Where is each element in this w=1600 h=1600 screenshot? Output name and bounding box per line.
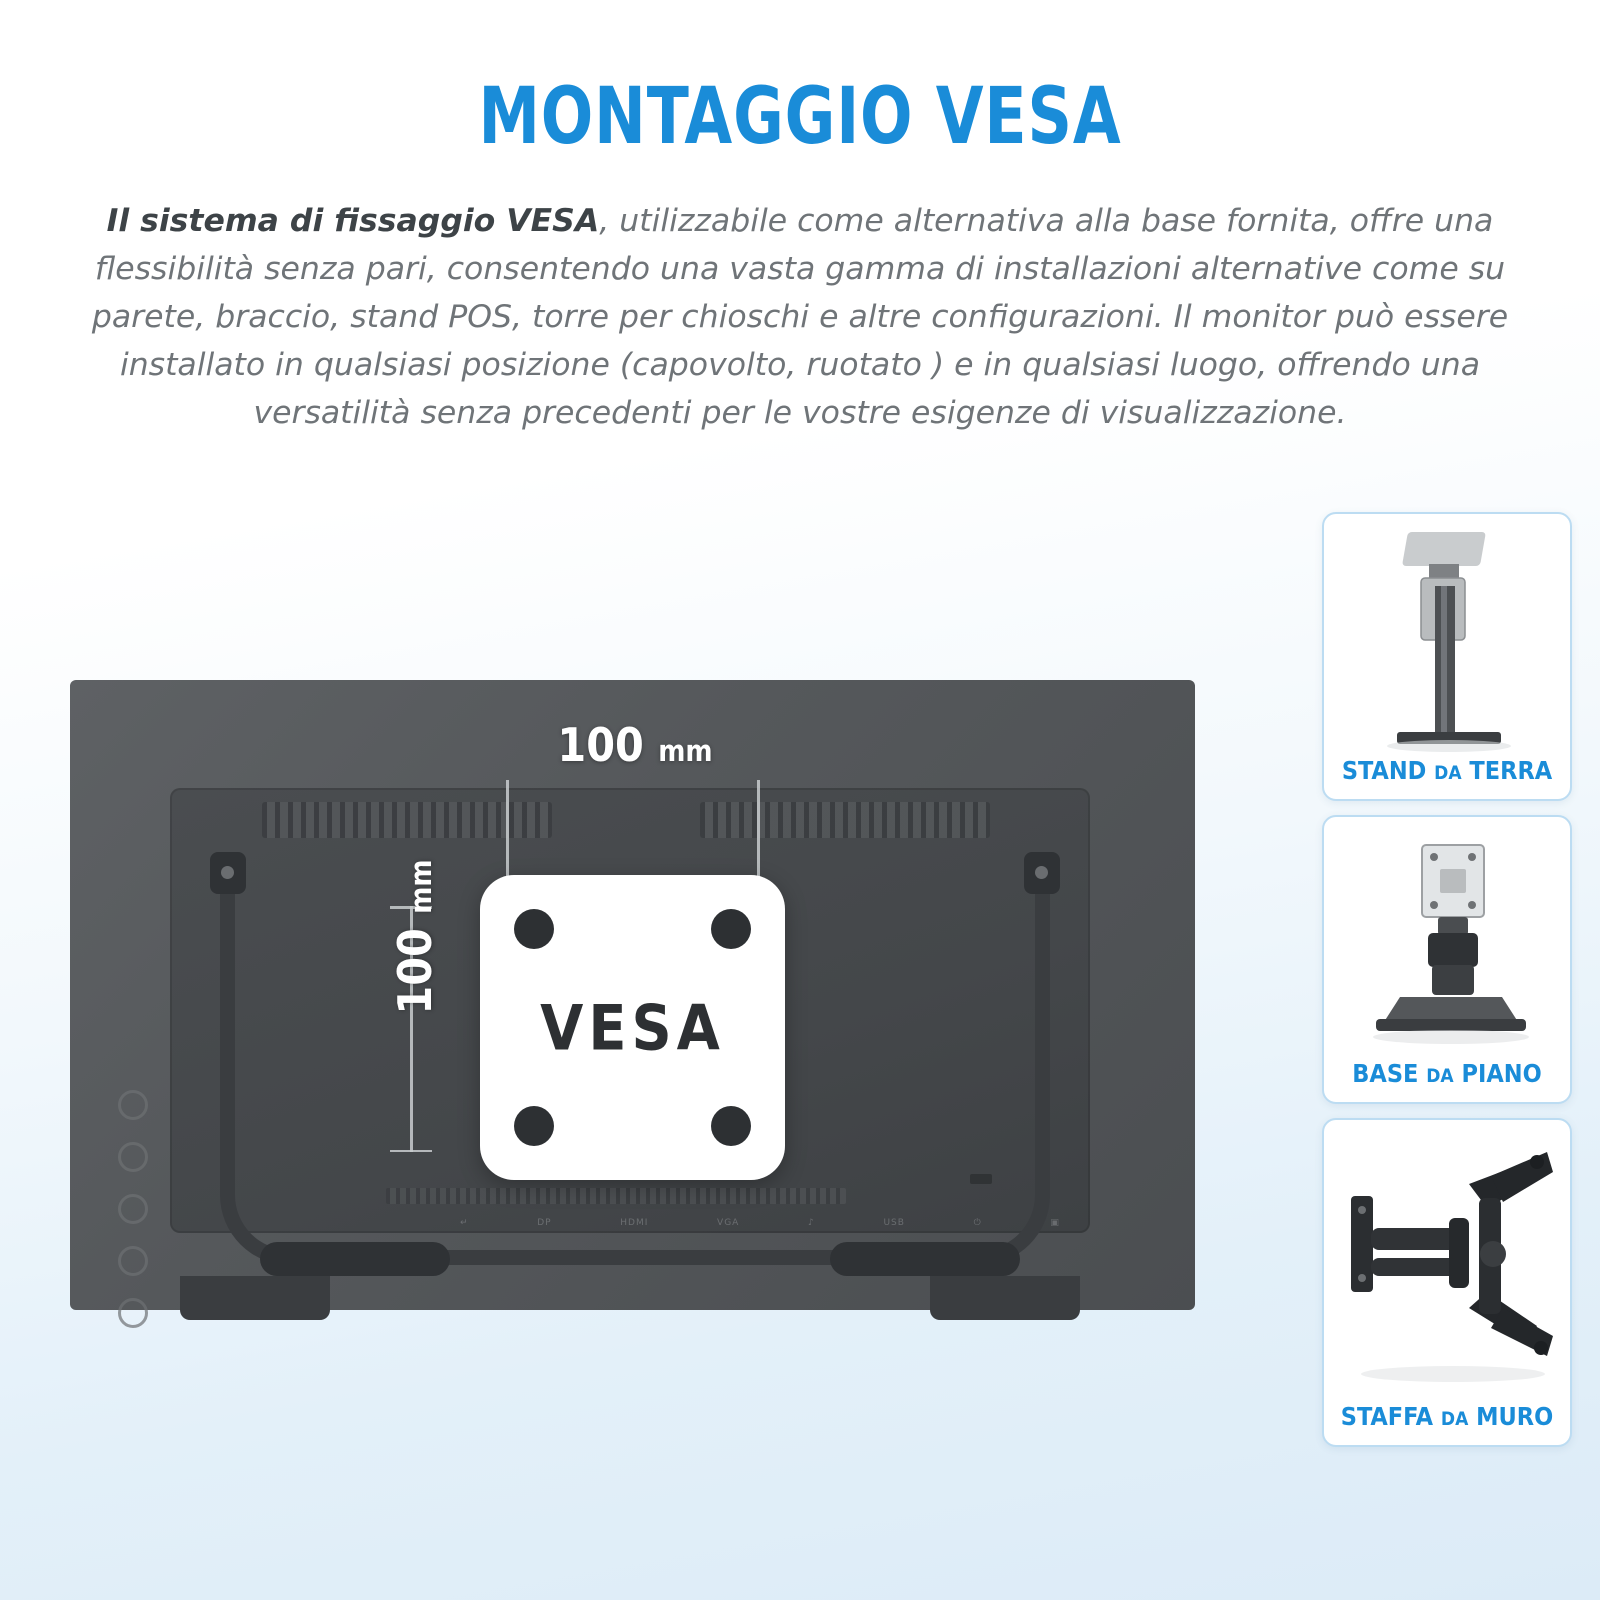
bracket-grip-left	[260, 1242, 450, 1276]
monitor-button-2[interactable]	[118, 1142, 148, 1172]
width-dimension-label	[460, 718, 810, 772]
height-unit: mm	[404, 859, 438, 914]
monitor-foot-right	[930, 1276, 1080, 1320]
card-label-wall-mount	[1341, 1402, 1553, 1437]
port-label-2: HDMI	[620, 1218, 649, 1228]
monitor-button-3[interactable]	[118, 1194, 148, 1224]
floor-stand-label-mid: DA	[1434, 762, 1462, 784]
width-tick-left	[506, 780, 509, 880]
height-value: 100	[388, 928, 442, 1015]
card-desk-base[interactable]	[1322, 815, 1572, 1104]
floor-stand-icon	[1332, 524, 1562, 756]
width-dimension-ticks	[506, 780, 760, 880]
vesa-plate-label: VESA	[540, 991, 725, 1064]
wall-mount-label-main: STAFFA	[1340, 1402, 1434, 1431]
intro-paragraph	[85, 198, 1515, 437]
vesa-hole-top-right	[711, 909, 751, 949]
wall-mount-icon	[1332, 1130, 1562, 1402]
vesa-diagram	[70, 680, 1195, 1360]
monitor-button-4[interactable]	[118, 1246, 148, 1276]
vesa-plate	[480, 875, 785, 1180]
width-value: 100	[557, 718, 644, 772]
monitor-button-5[interactable]	[118, 1298, 148, 1328]
desk-base-label-end: PIANO	[1461, 1059, 1542, 1088]
height-dimension-label	[388, 817, 442, 1057]
width-tick-right	[757, 780, 760, 880]
bracket-screw-left	[221, 866, 234, 879]
port-label-0: ↵	[460, 1218, 469, 1228]
port-label-5: USB	[883, 1218, 905, 1228]
wall-mount-label-mid: DA	[1440, 1408, 1469, 1430]
floor-stand-label-main: STAND	[1341, 756, 1427, 785]
port-label-4: ♪	[808, 1218, 815, 1228]
height-cap-bottom	[390, 1150, 432, 1153]
desk-base-icon	[1332, 827, 1562, 1059]
monitor-rear-body	[70, 680, 1195, 1310]
page-title: MONTAGGIO VESA	[478, 72, 1122, 162]
intro-body-text: , utilizzabile come alternativa alla base fornita, offre una flessibilità senza pari, consentendo una vasta gamma di installazioni alternative come su parete, braccio, stand POS, torre per chioschi e altre configurazioni. Il monitor può essere installato in qualsiasi posizione (capovolto, ruotato ) e in qualsiasi luogo, offrendo una versatilità senza precedenti per le vostre esigenze di visualizzazione.	[91, 203, 1509, 431]
desk-base-label-main: BASE	[1352, 1059, 1419, 1088]
card-label-floor-stand	[1342, 756, 1552, 791]
card-wall-mount[interactable]	[1322, 1118, 1572, 1447]
monitor-foot-left	[180, 1276, 330, 1320]
monitor-buttons	[118, 1090, 148, 1328]
port-label-3: VGA	[717, 1218, 740, 1228]
vesa-hole-bottom-left	[514, 1106, 554, 1146]
width-unit: mm	[658, 734, 713, 768]
port-label-6: ⏻	[973, 1218, 982, 1228]
vesa-hole-top-left	[514, 909, 554, 949]
floor-stand-label-end: TERRA	[1469, 756, 1553, 785]
card-label-desk-base	[1352, 1059, 1541, 1094]
intro-strong-text: Il sistema di fissaggio VESA	[106, 203, 600, 239]
port-label-1: DP	[537, 1218, 552, 1228]
port-label-7: ▣	[1050, 1218, 1060, 1228]
card-floor-stand[interactable]	[1322, 512, 1572, 801]
bracket-grip-right	[830, 1242, 1020, 1276]
monitor-button-1[interactable]	[118, 1090, 148, 1120]
mount-options-list	[1322, 512, 1572, 1447]
wall-mount-label-end: MURO	[1476, 1402, 1554, 1431]
vesa-hole-bottom-right	[711, 1106, 751, 1146]
desk-base-label-mid: DA	[1426, 1065, 1454, 1087]
bracket-screw-right	[1035, 866, 1048, 879]
